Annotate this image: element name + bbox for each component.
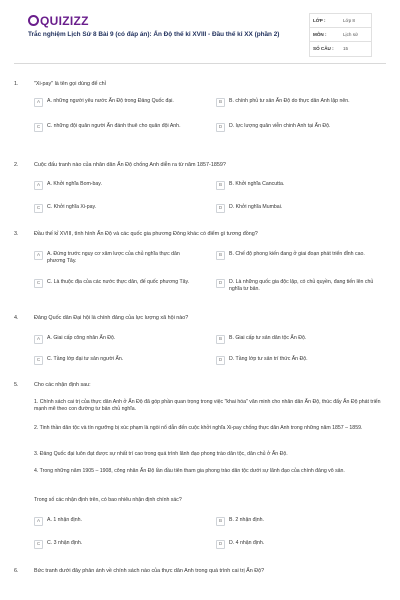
option-letter: B — [216, 181, 225, 190]
quizizz-logo[interactable] — [28, 14, 89, 28]
option-letter: C — [34, 123, 43, 132]
subquestion-text: Trong số các nhận định trên, có bao nhiêu nhận định chính xác? — [34, 497, 182, 503]
statement-1: 1. Chính sách cai trị của thực dân Anh ở Ấn Độ đã góp phần quan trọng trong việc "khai hóa" văn minh cho nhân dân Ấn Độ, thúc đẩy Ấn Độ phát triển mạnh mẽ theo con đường tư bản chủ nghĩa. — [34, 399, 381, 412]
question-number: 2. — [14, 162, 19, 168]
option-c[interactable] — [34, 123, 194, 132]
header — [14, 0, 386, 64]
option-a[interactable] — [34, 98, 194, 107]
page-title: Trắc nghiệm Lịch Sử 8 Bài 9 (có đáp án): Ấn Độ thế kỉ XVIII - Đầu thế kỉ XX (phần 2) — [28, 31, 280, 38]
question-1 — [14, 81, 386, 141]
question-text: Đảng Quốc dân Đại hội là chính đảng của lực lượng xã hội nào? — [34, 315, 189, 321]
option-letter: D — [216, 279, 225, 288]
option-a[interactable] — [34, 251, 194, 264]
option-text: A. những người yêu nước Ấn Độ trong Đảng Quốc đại. — [47, 98, 174, 104]
option-d[interactable] — [216, 540, 384, 549]
option-letter: C — [34, 279, 43, 288]
option-d[interactable] — [216, 279, 384, 292]
option-letter: A — [34, 181, 43, 190]
question-number: 6. — [14, 568, 19, 574]
option-d[interactable] — [216, 356, 384, 365]
question-number: 4. — [14, 315, 19, 321]
option-letter: D — [216, 123, 225, 132]
question-number: 3. — [14, 231, 19, 237]
statement-3: 3. Đảng Quốc đại luôn đạt được sự nhất trí cao trong quá trình lãnh đạo phong trào dân tộc, dân chủ ở Ấn Độ. — [34, 451, 288, 457]
option-b[interactable] — [216, 517, 384, 526]
option-text: C. những đội quân người Ấn đánh thuê cho quân đội Anh. — [47, 123, 181, 129]
option-text: A. Giai cấp công nhân Ấn Độ. — [47, 335, 116, 341]
option-letter: B — [216, 517, 225, 526]
option-text: D. 4 nhận định. — [229, 540, 265, 546]
question-text: Đầu thế kỉ XVIII, tình hình Ấn Độ và các quốc gia phương Đông khác có điểm gì tương đồng? — [34, 231, 258, 237]
question-text: "Xi-pay" là tên gọi dùng để chỉ — [34, 81, 106, 87]
option-letter: A — [34, 335, 43, 344]
option-text: A. 1 nhận định. — [47, 517, 82, 523]
meta-label: LỚP : — [313, 18, 326, 23]
option-d[interactable] — [216, 204, 384, 213]
meta-label: MÔN : — [313, 32, 327, 37]
option-letter: B — [216, 98, 225, 107]
meta-row-count — [310, 42, 371, 56]
option-letter: B — [216, 251, 225, 260]
option-text: D. lực lượng quân viễn chinh Anh tại Ấn Độ. — [229, 123, 331, 129]
question-text: Bức tranh dưới đây phản ánh về chính sách nào của thực dân Anh trong quá trình cai trị Ấn Độ? — [34, 568, 265, 574]
option-text: A. Đứng trước nguy cơ xâm lược của chủ nghĩa thực dân phương Tây. — [47, 251, 180, 264]
option-text: A. Khởi nghĩa Bom-bay. — [47, 181, 102, 187]
option-text: B. Khởi nghĩa Cancutta. — [229, 181, 285, 187]
question-number: 1. — [14, 81, 19, 87]
option-letter: D — [216, 356, 225, 365]
question-3 — [14, 231, 386, 301]
question-text: Cuộc đấu tranh nào của nhân dân Ấn Độ chống Anh diễn ra từ năm 1857-1859? — [34, 162, 226, 168]
option-text: C. 3 nhận định. — [47, 540, 83, 546]
option-text: C. Khởi nghĩa Xi-pay. — [47, 204, 97, 210]
question-2 — [14, 162, 386, 217]
option-c[interactable] — [34, 356, 194, 365]
option-c[interactable] — [34, 279, 194, 288]
logo-text: QUIZIZZ — [40, 14, 89, 28]
question-4 — [14, 315, 386, 370]
meta-label: SỐ CÂU : — [313, 46, 334, 51]
question-number: 5. — [14, 382, 19, 388]
question-6 — [14, 568, 386, 580]
option-b[interactable] — [216, 98, 384, 107]
question-5 — [14, 382, 386, 552]
option-text: D. Là những quốc gia độc lập, có chủ quyền, đang tiến lên chủ nghĩa tư bản. — [229, 279, 374, 292]
meta-table — [309, 13, 372, 57]
meta-row-class — [310, 14, 371, 28]
option-letter: B — [216, 335, 225, 344]
option-c[interactable] — [34, 204, 194, 213]
statement-4: 4. Trong những năm 1905 – 1908, công nhân Ấn Độ lần đầu tiên tham gia phong trào dân tộc dưới sự lãnh đạo của chính đảng vô sản. — [34, 468, 345, 474]
option-text: B. chính phủ tư sản Ấn Độ do thực dân Anh lập nên. — [229, 98, 350, 104]
option-text: C. Tầng lớp đại tư sản người Ấn. — [47, 356, 124, 362]
meta-row-subject — [310, 28, 371, 42]
option-text: D. Tầng lớp tư sản trí thức Ấn Độ. — [229, 356, 308, 362]
option-b[interactable] — [216, 335, 384, 344]
option-letter: C — [34, 540, 43, 549]
option-c[interactable] — [34, 540, 194, 549]
meta-value: Lịch sử — [343, 32, 359, 37]
option-letter: C — [34, 204, 43, 213]
option-letter: D — [216, 540, 225, 549]
logo-q-icon — [28, 15, 39, 26]
option-text: B. Giai cấp tư sản dân tộc Ấn Độ. — [229, 335, 307, 341]
option-b[interactable] — [216, 251, 384, 260]
statement-2: 2. Tinh thần dân tộc và tín ngưỡng bị xúc phạm là ngòi nổ dẫn đến cuộc khởi nghĩa Xi-pay chống thực dân Anh trong những năm 1857 – 1859. — [34, 425, 363, 431]
option-d[interactable] — [216, 123, 384, 132]
meta-value: Lớp 8 — [343, 18, 355, 23]
option-a[interactable] — [34, 517, 194, 526]
meta-value: 15 — [343, 46, 349, 51]
option-a[interactable] — [34, 181, 194, 190]
option-text: B. 2 nhận định. — [229, 517, 264, 523]
option-a[interactable] — [34, 335, 194, 344]
option-letter: A — [34, 517, 43, 526]
option-text: D. Khởi nghĩa Mumbai. — [229, 204, 283, 210]
option-b[interactable] — [216, 181, 384, 190]
option-letter: D — [216, 204, 225, 213]
option-letter: A — [34, 98, 43, 107]
option-letter: A — [34, 251, 43, 260]
option-letter: C — [34, 356, 43, 365]
option-text: C. Là thuộc địa của các nước thực dân, đế quốc phương Tây. — [47, 279, 190, 285]
option-text: B. Chế độ phong kiến đang ở giai đoạn phát triển đỉnh cao. — [229, 251, 365, 257]
question-text: Cho các nhận định sau: — [34, 382, 91, 388]
